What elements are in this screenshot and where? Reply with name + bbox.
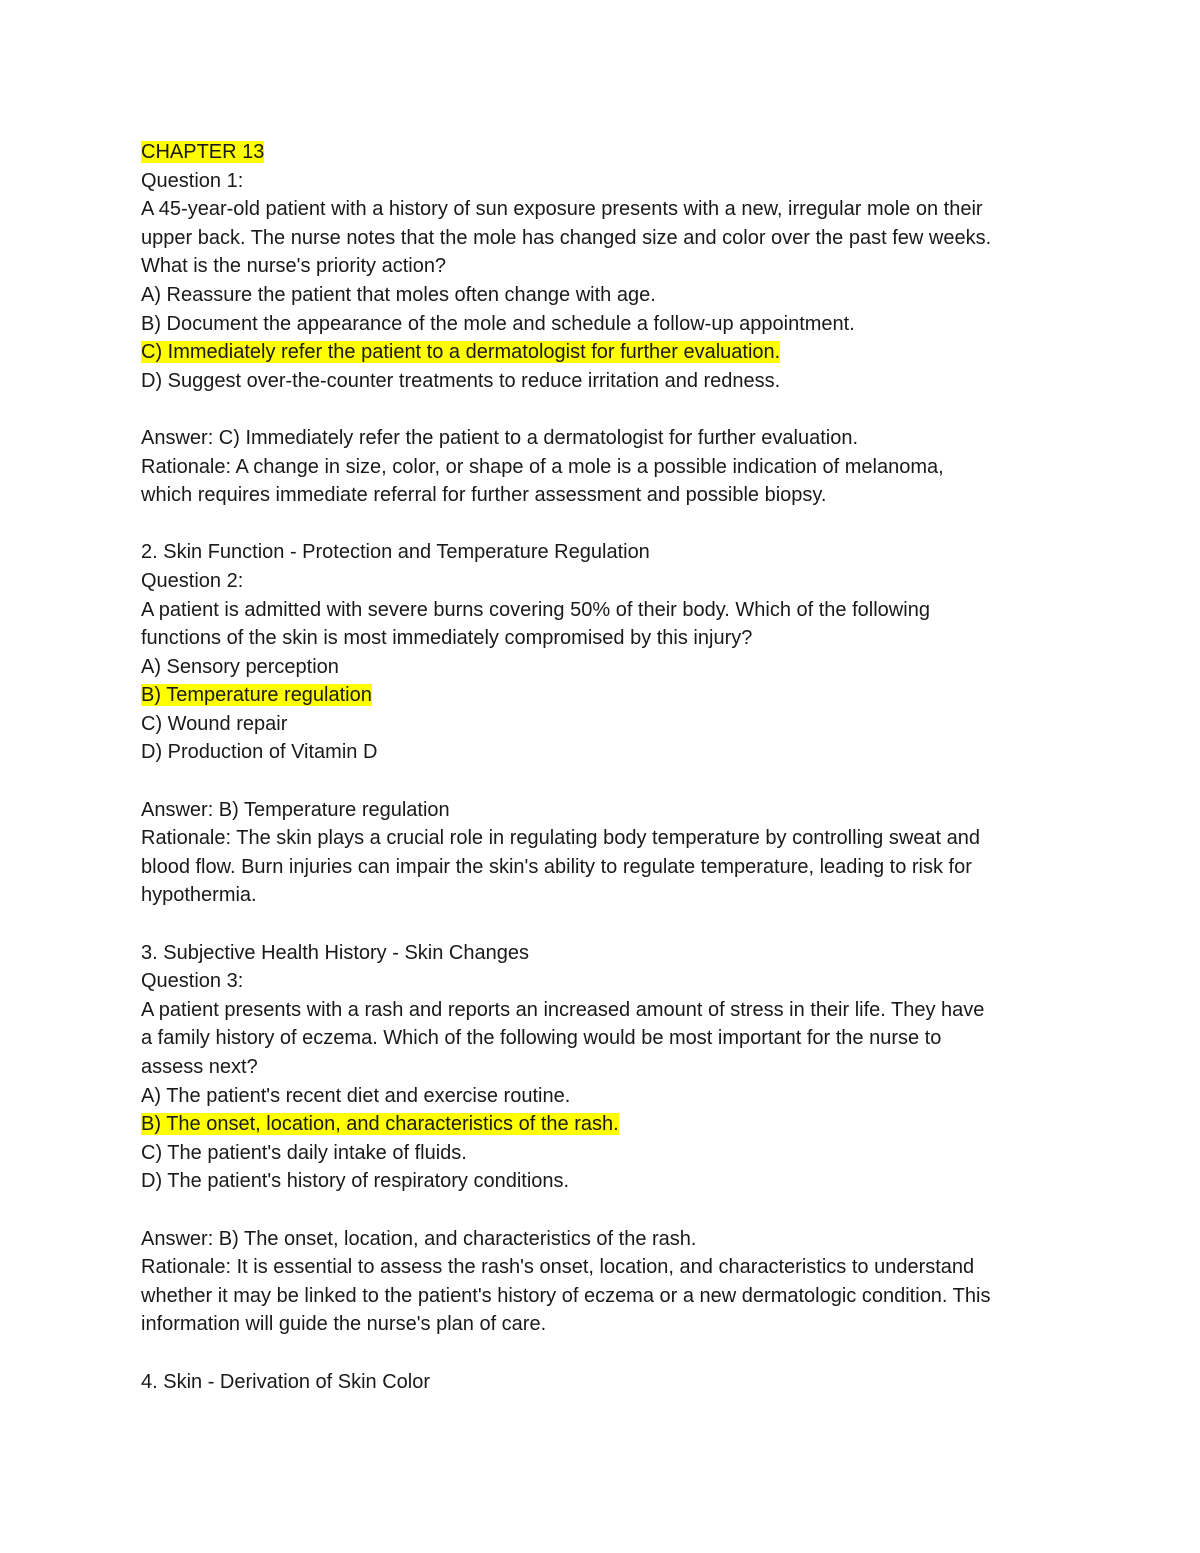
rationale-line: Rationale: A change in size, color, or shape of a mole is a possible indication of melanoma, [141,455,944,478]
answer-option-c: C) Wound repair [141,712,288,735]
answer-option-a: A) Reassure the patient that moles often change with age. [141,283,656,306]
question-stem-line: a family history of eczema. Which of the following would be most important for the nurse to [141,1027,942,1050]
blank-line [141,395,1081,424]
question-label: Question 2: [141,569,244,592]
answer-line: Answer: B) Temperature regulation [141,798,450,821]
blank-line [141,1196,1081,1225]
question-stem-line: assess next? [141,1056,258,1078]
rationale-line: Rationale: It is essential to assess the rash's onset, location, and characteristics to understand [141,1256,975,1279]
question-stem-line: A 45-year-old patient with a history of sun exposure presents with a new, irregular mole on their [141,198,983,221]
highlighted-correct-option: C) Immediately refer the patient to a dermatologist for further evaluation. [141,341,781,364]
chapter-heading [141,138,1081,167]
section-heading: 2. Skin Function - Protection and Temperature Regulation [141,541,650,564]
answer-option-b: B) Document the appearance of the mole and schedule a follow-up appointment. [141,312,855,335]
answer-option-d: D) Production of Vitamin D [141,741,378,764]
rationale-line: which requires immediate referral for further assessment and possible biopsy. [141,484,827,507]
rationale-line: blood flow. Burn injuries can impair the skin's ability to regulate temperature, leading to risk for [141,855,972,878]
rationale-line: whether it may be linked to the patient's history of eczema or a new dermatologic condition. This [141,1284,991,1307]
answer-option-d: D) The patient's history of respiratory conditions. [141,1170,570,1193]
blank-line [141,510,1081,539]
blank-line [141,1339,1081,1368]
chapter-title: CHAPTER 13 [141,141,265,163]
highlighted-correct-option: B) The onset, location, and characteristics of the rash. [141,1113,619,1136]
rationale-line: Rationale: The skin plays a crucial role in regulating body temperature by controlling sweat and [141,827,980,850]
blank-line [141,910,1081,939]
answer-option-a: A) The patient's recent diet and exercise routine. [141,1084,571,1107]
question-stem-line: A patient is admitted with severe burns covering 50% of their body. Which of the following [141,598,930,621]
document-page [141,138,1081,1396]
question-label: Question 3: [141,970,244,993]
answer-option-a: A) Sensory perception [141,655,339,678]
question-label: Question 1: [141,169,244,192]
answer-option-c: C) The patient's daily intake of fluids. [141,1141,467,1164]
answer-option-d: D) Suggest over-the-counter treatments to reduce irritation and redness. [141,369,781,392]
highlighted-correct-option: B) Temperature regulation [141,684,372,707]
question-stem-line: A patient presents with a rash and reports an increased amount of stress in their life. They have [141,998,985,1021]
rationale-line: information will guide the nurse's plan of care. [141,1313,547,1336]
section-heading: 3. Subjective Health History - Skin Changes [141,941,529,964]
section-heading: 4. Skin - Derivation of Skin Color [141,1370,431,1393]
answer-option-b-correct [141,1110,1081,1139]
question-stem-line: functions of the skin is most immediately compromised by this injury? [141,627,753,650]
question-stem-line: upper back. The nurse notes that the mole has changed size and color over the past few weeks. [141,226,992,249]
answer-option-b-correct [141,681,1081,710]
answer-option-c-correct [141,338,1081,367]
rationale-line: hypothermia. [141,884,257,907]
blank-line [141,767,1081,796]
answer-line: Answer: C) Immediately refer the patient to a dermatologist for further evaluation. [141,426,859,449]
question-stem-line: What is the nurse's priority action? [141,255,447,278]
answer-line: Answer: B) The onset, location, and characteristics of the rash. [141,1227,697,1250]
